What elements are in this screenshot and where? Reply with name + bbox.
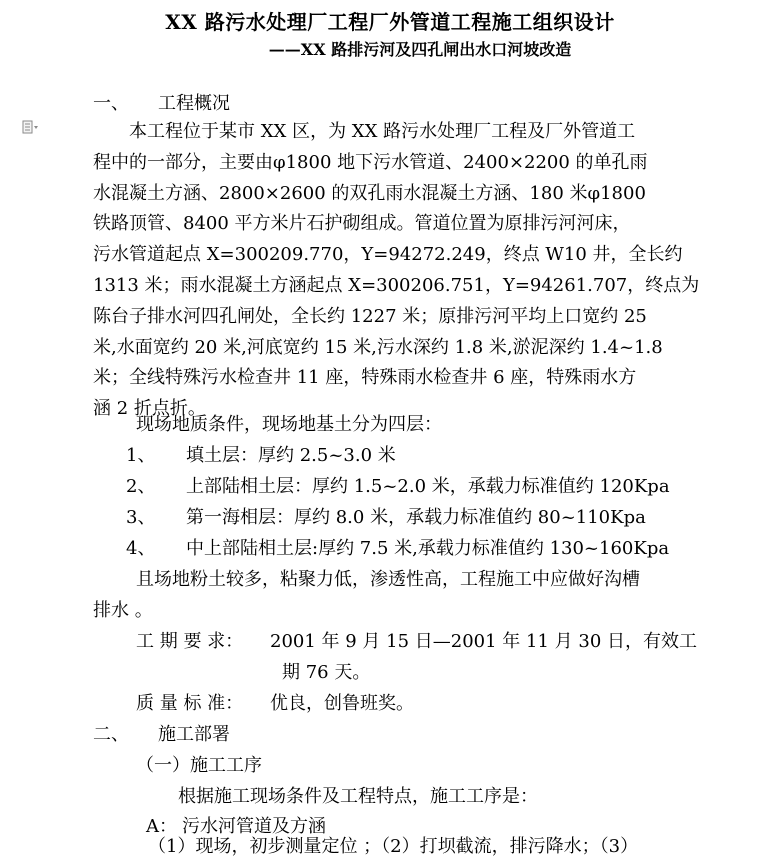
paragraph-line: 铁路顶管、8400 平方米片石护砌组成。管道位置为原排污河河床， <box>93 213 631 235</box>
schedule-value: 2001 年 9 月 15 日—2001 年 11 月 30 日，有效工 <box>270 631 697 652</box>
layer-text: 上部陆相土层：厚约 1.5~2.0 米，承载力标准值约 120Kpa <box>186 476 670 497</box>
subsection-heading: （一）施工工序 <box>136 755 262 776</box>
quality-label: 质 量 标 准： <box>136 693 244 714</box>
paragraph-line: 本工程位于某市 XX 区，为 XX 路污水处理厂工程及厂外管道工 <box>93 121 636 142</box>
schedule-value-cont: 期 76 天。 <box>282 662 371 683</box>
paragraph-line: 米,水面宽约 20 米,河底宽约 15 米,污水深约 1.8 米,淤泥深约 1.4~1.8 <box>93 336 663 358</box>
item-a-label: A： <box>146 816 177 837</box>
document-icon[interactable] <box>22 120 40 134</box>
paragraph-line: 水混凝土方涵、2800×2600 的双孔雨水混凝土方涵、180 米φ1800 <box>93 182 646 204</box>
overview-paragraph <box>93 117 705 425</box>
section1-number: 一、 <box>93 93 129 114</box>
paragraph-line: 污水管道起点 X=300209.770，Y=94272.249，终点 W10 井，全长约 <box>93 244 683 266</box>
section2-number: 二、 <box>93 724 129 745</box>
layer-text: 第一海相层：厚约 8.0 米，承载力标准值约 80~110Kpa <box>186 507 646 528</box>
layer-text: 中上部陆相土层:厚约 7.5 米,承载力标准值约 130~160Kpa <box>186 538 670 559</box>
paragraph-line: 涵 2 折点折。 <box>93 398 206 420</box>
soil-note: 且场地粉土较多，粘聚力低，渗透性高，工程施工中应做好沟槽 <box>136 569 640 590</box>
document-subtitle: ——XX 路排污河及四孔闸出水口河坡改造 <box>268 40 572 59</box>
geology-intro: 现场地质条件，现场地基土分为四层： <box>136 414 442 435</box>
section1-heading: 工程概况 <box>158 93 230 114</box>
layer-number: 4、 <box>126 538 156 559</box>
layer-text: 填土层：厚约 2.5~3.0 米 <box>186 445 396 466</box>
soil-note-cont: 排水 。 <box>93 600 153 621</box>
section2-heading: 施工部署 <box>158 724 230 745</box>
item-a-text: 污水河管道及方涵 <box>182 816 326 837</box>
quality-value: 优良，创鲁班奖。 <box>270 693 414 714</box>
layer-number: 2、 <box>126 476 156 497</box>
paragraph-line: 程中的一部分，主要由φ1800 地下污水管道、2400×2200 的单孔雨 <box>93 151 648 173</box>
subsection-text: 根据施工现场条件及工程特点，施工工序是： <box>178 786 538 807</box>
layer-number: 1、 <box>126 445 156 466</box>
paragraph-line: 陈台子排水河四孔闸处，全长约 1227 米；原排污河平均上口宽约 25 <box>93 305 647 327</box>
layer-number: 3、 <box>126 507 156 528</box>
document-title: XX 路污水处理厂工程厂外管道工程施工组织设计 <box>165 10 615 34</box>
paragraph-line: 1313 米；雨水混凝土方涵起点 X=300206.751，Y=94261.707，终点为 <box>93 274 700 296</box>
schedule-label: 工 期 要 求： <box>136 631 244 652</box>
paragraph-line: 米；全线特殊污水检查井 11 座，特殊雨水检查井 6 座，特殊雨水方 <box>93 367 637 389</box>
steps-line: （1）现场，初步测量定位 ；（2）打坝截流，排污降水；（3） <box>148 836 639 857</box>
